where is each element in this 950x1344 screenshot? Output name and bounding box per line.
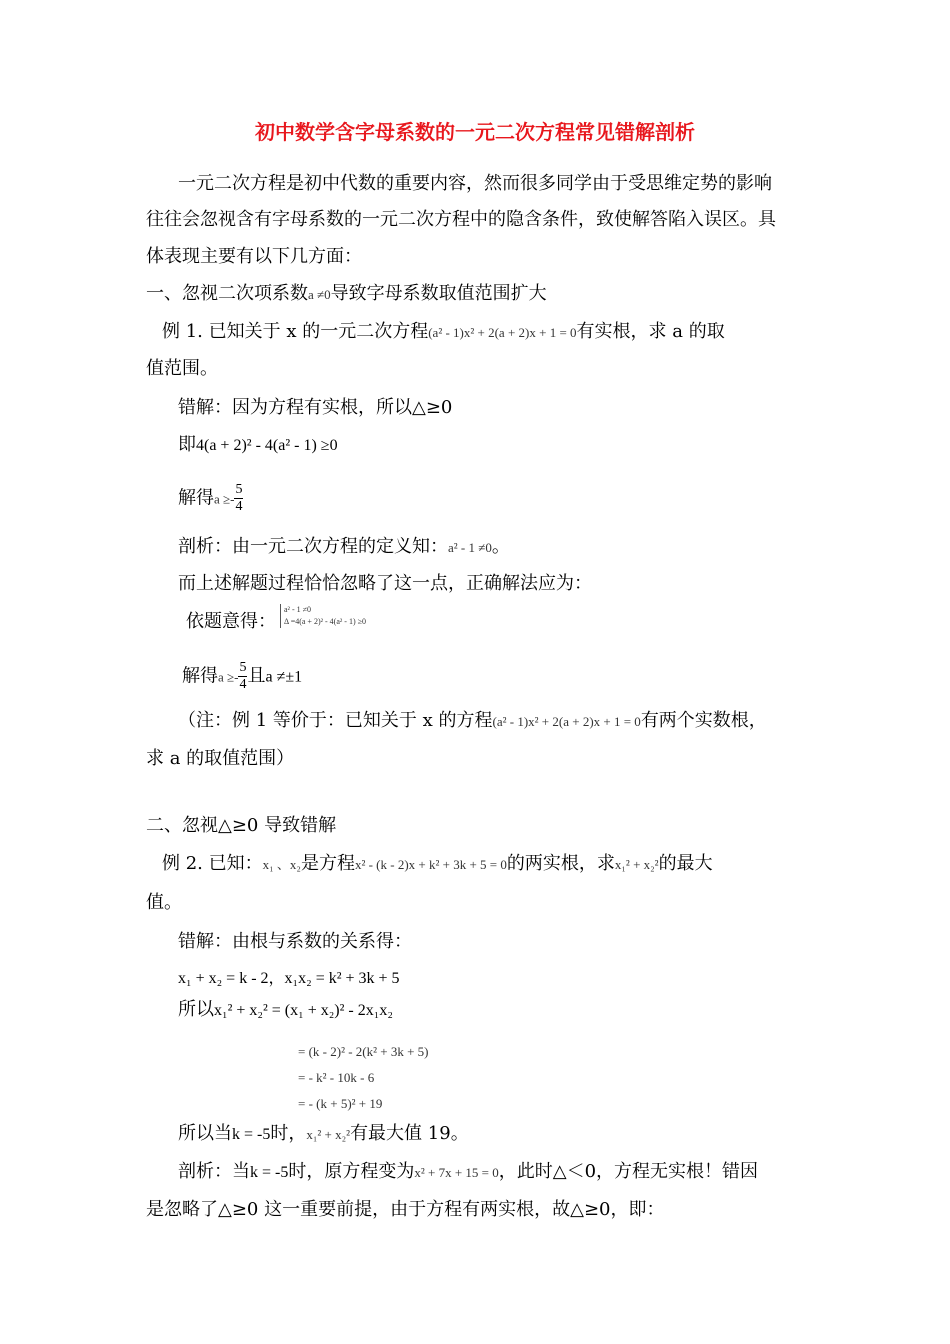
example2-concl-expr: x₁² + x₂² <box>306 1127 351 1142</box>
example2-concl-post: 有最大值 19。 <box>350 1123 469 1144</box>
section1-heading-pre: 一、忽视二次项系数 <box>146 283 308 304</box>
example2-concl-k: k = -5 <box>232 1126 271 1143</box>
example1-note-pre: （注：例 1 等价于：已知关于 x 的方程 <box>178 710 493 731</box>
example2-mid2: 的两实根，求 <box>506 853 615 874</box>
example2-so-eq: x₁² + x₂² = (x₁ + x₂)² - 2x₁x₂ <box>214 1002 393 1019</box>
example1-post: 有实根，求 a 的取 <box>576 321 725 342</box>
example2-so <box>178 998 393 1023</box>
example2-eq-line3: = - k² - 10k - 6 <box>298 1070 375 1085</box>
example1-note-eq: (a² - 1)x² + 2(a + 2)x + 1 = 0 <box>492 714 641 729</box>
example2-cont: 值。 <box>146 892 182 913</box>
example1-result-mid: 且 <box>247 665 266 687</box>
page-title: 初中数学含字母系数的一元二次方程常见错解剖析 <box>255 120 695 144</box>
section1-heading-post: 导致字母系数取值范围扩大 <box>330 283 547 304</box>
example2-statement <box>162 852 713 877</box>
example1-result-ineq: a ≥- <box>218 669 239 685</box>
example2-mid: 是方程 <box>300 853 355 874</box>
example2-wrong-label: 错解：由根与系数的关系得： <box>178 931 412 952</box>
example1-equation: (a² - 1)x² + 2(a + 2)x + 1 = 0 <box>428 325 577 340</box>
fraction-denominator: 4 <box>235 499 243 514</box>
example1-system-line2: Δ =4(a + 2)² - 4(a² - 1) ≥0 <box>284 617 366 626</box>
fraction-denominator: 4 <box>239 677 247 692</box>
section2-heading: 二、忽视△≥0 导致错解 <box>146 815 337 836</box>
intro-line-2: 往往会忽视含有字母系数的一元二次方程中的隐含条件，致使解答陷入误区。具 <box>146 209 776 230</box>
example2-roots: x₁ 、x₂ <box>262 857 301 872</box>
example1-statement <box>162 320 725 345</box>
example1-step2-fraction <box>234 482 243 515</box>
example1-step1 <box>178 433 338 458</box>
example2-pre: 例 2. 已知： <box>162 853 263 874</box>
example1-system <box>186 610 276 634</box>
intro-line-3: 体表现主要有以下几方面： <box>146 246 362 267</box>
example2-concl-mid: 时， <box>270 1123 307 1144</box>
example1-note <box>178 709 767 734</box>
fraction-numerator: 5 <box>235 482 243 497</box>
example2-analysis-post: ，此时△＜0，方程无实根！错因 <box>498 1161 759 1182</box>
example1-result <box>182 660 302 693</box>
example1-note-post: 有两个实数根， <box>640 710 767 731</box>
example2-expression: x₁² + x₂² <box>614 857 659 872</box>
example2-vieta: x₁ + x₂ = k - 2，x₁x₂ = k² + 3k + 5 <box>178 970 400 987</box>
example1-system-label: 依题意得： <box>186 611 276 632</box>
example2-analysis-mid: 时，原方程变为 <box>288 1161 415 1182</box>
example1-system-brace <box>280 604 366 628</box>
example2-equation: x² - (k - 2)x + k² + 3k + 5 = 0 <box>354 857 507 872</box>
example2-conclusion <box>178 1122 469 1147</box>
example1-step1-eq: 4(a + 2)² - 4(a² - 1) ≥0 <box>196 437 338 454</box>
example2-analysis-eq: x² + 7x + 15 = 0 <box>414 1165 499 1180</box>
example2-analysis-pre: 剖析：当 <box>178 1161 250 1182</box>
example2-post: 的最大 <box>658 853 713 874</box>
example2-eq-line4: = - (k + 5)² + 19 <box>298 1096 383 1111</box>
example1-step1-pre: 即 <box>178 434 196 455</box>
intro-line-1: 一元二次方程是初中代数的重要内容，然而很多同学由于受思维定势的影响 <box>178 173 772 194</box>
example2-analysis <box>178 1160 758 1185</box>
example1-step2-ineq: a ≥- <box>214 491 235 507</box>
example2-concl-pre: 所以当 <box>178 1123 232 1144</box>
example1-cont: 值范围。 <box>146 358 218 379</box>
example2-eq-line2: = (k - 2)² - 2(k² + 3k + 5) <box>298 1044 429 1059</box>
fraction-numerator: 5 <box>239 660 247 675</box>
example1-analysis-pre: 剖析：由一元二次方程的定义知： <box>178 536 448 557</box>
example1-pre: 例 1. 已知关于 x 的一元二次方程 <box>162 321 429 342</box>
example2-analysis-k: k = -5 <box>250 1164 289 1181</box>
section1-heading-condition: a ≠0 <box>308 287 331 302</box>
example1-result-pre: 解得 <box>182 665 218 687</box>
example1-note-cont: 求 a 的取值范围） <box>146 748 295 769</box>
example1-step2 <box>178 482 243 515</box>
example1-analysis-post: 。 <box>491 536 510 557</box>
example1-result-ne: a ≠±1 <box>265 668 303 686</box>
example1-analysis-eq: a² - 1 ≠0 <box>448 540 492 555</box>
example1-analysis <box>178 535 510 560</box>
example1-wrong-label: 错解：因为方程有实根，所以△≥0 <box>178 397 453 418</box>
example1-step2-pre: 解得 <box>178 487 214 509</box>
section1-heading <box>146 282 547 307</box>
example1-system-line1: a² - 1 ≠0 <box>284 605 312 614</box>
example1-correct-intro: 而上述解题过程恰恰忽略了这一点，正确解法应为： <box>178 573 592 594</box>
example2-so-pre: 所以 <box>178 999 214 1020</box>
example2-analysis-cont: 是忽略了△≥0 这一重要前提，由于方程有两实根，故△≥0，即： <box>146 1199 665 1220</box>
